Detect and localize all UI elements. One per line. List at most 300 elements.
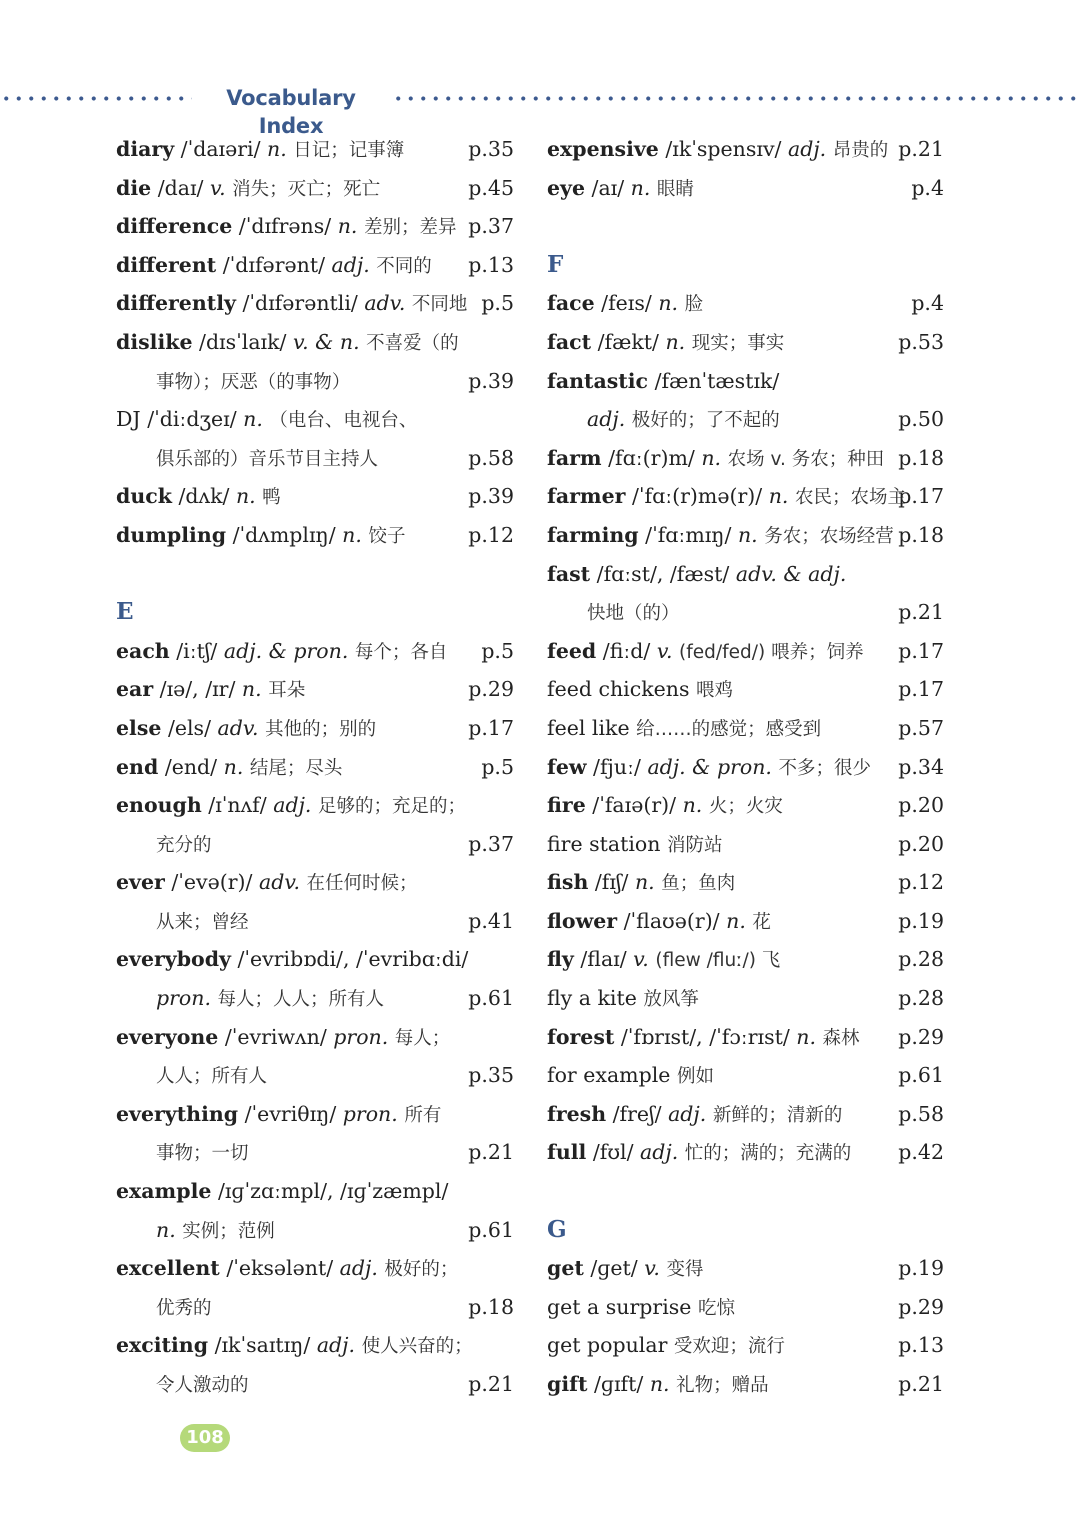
- index-entry: [116, 284, 514, 323]
- page-reference: p.45: [468, 175, 514, 200]
- part-of-speech: n.: [768, 484, 789, 509]
- index-entry: [116, 400, 514, 439]
- index-entry: [547, 169, 944, 208]
- index-entry: [547, 516, 944, 555]
- index-entry: [116, 246, 514, 285]
- entry-continuation: [116, 979, 514, 1018]
- index-entry: [116, 1018, 514, 1057]
- section-letter-label: G: [547, 1215, 567, 1243]
- chinese-definition: 森林: [822, 1027, 860, 1049]
- phonetic: /ˈfɒrɪst/, /ˈfɔːrɪst/: [620, 1024, 790, 1049]
- headword: diary: [116, 137, 175, 161]
- page-reference: p.20: [898, 831, 944, 856]
- chinese-definition: 耳朵: [268, 680, 306, 702]
- chinese-definition: 消失；灭亡；死亡: [232, 178, 381, 200]
- chinese-definition: 其他的；别的: [265, 718, 377, 740]
- part-of-speech: pron.: [156, 986, 211, 1011]
- index-entry: [116, 670, 514, 709]
- chinese-definition: 每个；各自: [354, 641, 448, 663]
- section-letter: [547, 1211, 944, 1250]
- page-reference: p.19: [898, 908, 944, 933]
- spacer: [116, 555, 514, 594]
- phonetic: /fɑːst/, /fæst/: [596, 561, 730, 586]
- index-entry: [116, 169, 514, 208]
- chinese-definition: 事物）；厌恶（的事物）: [156, 371, 351, 393]
- entry-continuation: [116, 1211, 514, 1250]
- page-reference: p.17: [898, 677, 944, 702]
- headword: forest: [547, 1024, 615, 1049]
- headword: everybody: [116, 947, 231, 972]
- page-reference: p.28: [898, 986, 944, 1011]
- headword: fantastic: [547, 368, 649, 393]
- phonetic: /ˈeksələnt/: [226, 1256, 334, 1281]
- part-of-speech: adj. & pron.: [647, 754, 772, 779]
- entry-continuation: [547, 593, 944, 632]
- index-entry: [116, 632, 514, 671]
- chinese-definition: 不同地: [411, 294, 468, 316]
- index-entry: [547, 555, 944, 594]
- section-letter-label: F: [547, 250, 564, 278]
- phonetic: /fiːd/: [602, 638, 651, 663]
- part-of-speech: n.: [156, 1217, 176, 1242]
- phrase: get a surprise: [547, 1294, 692, 1319]
- chinese-definition: 新鲜的；清新的: [712, 1104, 843, 1126]
- chinese-definition: 礼物；赠品: [676, 1375, 769, 1396]
- index-entry: [116, 516, 514, 555]
- headword: expensive: [547, 137, 659, 161]
- index-entry: [116, 1095, 514, 1134]
- page-reference: p.61: [468, 986, 514, 1011]
- index-entry: [547, 979, 944, 1018]
- index-column-left: [116, 130, 514, 1404]
- headword: eye: [547, 175, 585, 200]
- headword: flower: [547, 908, 618, 933]
- phonetic: /ɪɡˈzɑːmpl/, /ɪɡˈzæmpl/: [217, 1179, 449, 1204]
- phonetic: /fjuː/: [593, 754, 641, 779]
- part-of-speech: v. & n.: [292, 329, 360, 354]
- phonetic: /ˈfaɪə(r)/: [592, 793, 677, 818]
- phrase: feel like: [547, 715, 630, 740]
- page-reference: p.21: [468, 1140, 514, 1165]
- dotted-rule-left: [0, 96, 192, 101]
- chinese-definition: 充分的: [156, 834, 212, 856]
- phonetic: /ˈfɑːmɪŋ/: [645, 522, 732, 547]
- part-of-speech: n.: [796, 1024, 817, 1049]
- chinese-definition: 饺子: [368, 525, 406, 547]
- chinese-definition: 差别；差异: [363, 217, 457, 239]
- part-of-speech: pron.: [333, 1024, 389, 1049]
- page-reference: p.20: [898, 793, 944, 818]
- page-reference: p.57: [898, 715, 944, 740]
- page-reference: p.58: [898, 1101, 944, 1126]
- chinese-definition: 日记；记事簿: [293, 140, 405, 161]
- headword: fly: [547, 947, 574, 972]
- page-reference: p.13: [468, 252, 514, 277]
- chinese-definition: 喂鸡: [696, 680, 734, 702]
- phonetic: /fɑː(r)m/: [608, 445, 695, 470]
- index-entry: [547, 1288, 944, 1327]
- page-reference: p.34: [898, 754, 944, 779]
- part-of-speech: v.: [633, 947, 649, 972]
- phonetic: /fɪʃ/: [594, 870, 629, 895]
- index-entry: [116, 863, 514, 902]
- headword: few: [547, 754, 587, 779]
- chinese-definition: 实例；范例: [182, 1220, 275, 1242]
- part-of-speech: n.: [267, 137, 287, 161]
- page-reference: p.37: [468, 214, 514, 239]
- index-entry: [547, 863, 944, 902]
- phonetic: /ˈdɪfrəns/: [238, 214, 332, 239]
- phonetic: /iːtʃ/: [176, 638, 218, 663]
- part-of-speech: n.: [223, 754, 244, 779]
- part-of-speech: n.: [342, 522, 362, 547]
- page-reference: p.58: [468, 445, 514, 470]
- headword: feed: [547, 638, 597, 663]
- part-of-speech: n.: [658, 291, 679, 316]
- chinese-definition: 昂贵的: [832, 140, 889, 161]
- page-reference: p.41: [468, 908, 514, 933]
- headword: farming: [547, 522, 639, 547]
- page-reference: p.50: [898, 407, 944, 432]
- headword: gift: [547, 1372, 588, 1396]
- phonetic: /ˈfɑː(r)mə(r)/: [631, 484, 763, 509]
- part-of-speech: adj.: [640, 1140, 679, 1165]
- page-reference: p.21: [898, 137, 944, 161]
- phonetic: /dɪsˈlaɪk/: [199, 329, 287, 354]
- headword: excellent: [116, 1256, 220, 1281]
- chinese-definition: 不多；很少: [778, 757, 871, 779]
- chinese-definition: 吃惊: [697, 1297, 735, 1319]
- phonetic: /flaɪ/: [580, 947, 627, 972]
- chinese-definition: 使人兴奋的；: [361, 1336, 473, 1358]
- part-of-speech: adj.: [787, 137, 827, 161]
- chinese-definition: 快地（的）: [587, 603, 680, 625]
- page-reference: p.4: [911, 291, 944, 316]
- part-of-speech: n.: [235, 484, 256, 509]
- index-entry: [547, 477, 944, 516]
- headword: DJ: [116, 407, 141, 432]
- chinese-definition: 鸭: [262, 487, 281, 509]
- part-of-speech: n.: [649, 1372, 670, 1396]
- chinese-definition: 足够的；充足的；: [317, 796, 466, 818]
- index-entry: [547, 1095, 944, 1134]
- chinese-definition: 俱乐部的）音乐节目主持人: [156, 448, 379, 470]
- phonetic: /feɪs/: [601, 291, 652, 316]
- page-reference: p.37: [468, 831, 514, 856]
- page-reference: p.21: [898, 600, 944, 625]
- chinese-definition: 农民；农场主: [795, 487, 907, 509]
- headword: enough: [116, 793, 202, 818]
- phrase: get popular: [547, 1333, 668, 1358]
- chinese-definition: 不喜爱（的: [366, 332, 459, 354]
- page-reference: p.17: [468, 715, 514, 740]
- phrase: for example: [547, 1063, 671, 1088]
- headword: duck: [116, 484, 172, 509]
- phonetic: /ɡet/: [590, 1256, 638, 1281]
- part-of-speech: adv.: [217, 715, 259, 740]
- section-letter: [116, 593, 514, 632]
- phonetic: /ˈdɪfərənt/: [222, 252, 325, 277]
- page-reference: p.18: [898, 445, 944, 470]
- chinese-definition: 消防站: [666, 834, 723, 856]
- part-of-speech: adj.: [316, 1333, 356, 1358]
- page-reference: p.18: [898, 522, 944, 547]
- entry-continuation: [116, 1056, 514, 1095]
- phrase: fire station: [547, 831, 661, 856]
- part-of-speech: adj.: [331, 252, 370, 277]
- entry-continuation: [116, 1288, 514, 1327]
- phonetic: /ˈflaʊə(r)/: [623, 908, 720, 933]
- entry-continuation: [116, 1133, 514, 1172]
- chinese-definition: 眼睛: [656, 178, 694, 200]
- headword: everything: [116, 1101, 239, 1126]
- index-entry: [547, 1249, 944, 1288]
- index-entry: [116, 130, 514, 169]
- part-of-speech: adv.: [258, 870, 300, 895]
- headword: fish: [547, 870, 589, 895]
- chinese-definition: 脸: [684, 294, 704, 316]
- index-entry: [547, 323, 944, 362]
- page-reference: p.39: [468, 368, 514, 393]
- page-reference: p.18: [468, 1294, 514, 1319]
- page-reference: p.61: [468, 1217, 514, 1242]
- dotted-rule-right: [392, 96, 1080, 101]
- index-entry: [547, 748, 944, 787]
- headword: exciting: [116, 1333, 209, 1358]
- headword: full: [547, 1140, 587, 1165]
- entry-continuation: [116, 902, 514, 941]
- headword: each: [116, 638, 170, 663]
- headword: farmer: [547, 484, 626, 509]
- phrase: feed chickens: [547, 677, 690, 702]
- index-entry: [547, 1365, 944, 1404]
- index-entry: [547, 1056, 944, 1095]
- chinese-definition: (flew /fluː/) 飞: [655, 950, 781, 972]
- index-entry: [116, 477, 514, 516]
- part-of-speech: adj.: [668, 1101, 707, 1126]
- page-reference: p.5: [481, 638, 514, 663]
- page-reference: p.29: [898, 1024, 944, 1049]
- entry-continuation: [116, 439, 514, 478]
- part-of-speech: adj.: [273, 793, 312, 818]
- part-of-speech: n.: [701, 445, 722, 470]
- part-of-speech: v.: [656, 638, 673, 663]
- chinese-definition: 所有: [404, 1104, 442, 1126]
- phonetic: /ˈevriθɪŋ/: [244, 1101, 337, 1126]
- headword: ever: [116, 870, 165, 895]
- page-reference: p.35: [468, 137, 514, 161]
- chinese-definition: 结尾；尽头: [249, 757, 343, 779]
- page-reference: p.61: [898, 1063, 944, 1088]
- part-of-speech: n.: [243, 407, 263, 432]
- part-of-speech: n.: [630, 175, 651, 200]
- index-entry: [547, 825, 944, 864]
- phonetic: /ˈevə(r)/: [171, 870, 253, 895]
- page-title: Vocabulary Index: [226, 86, 356, 138]
- chinese-definition: 火；火灾: [708, 796, 783, 818]
- index-entry: [116, 786, 514, 825]
- index-entry: [547, 940, 944, 979]
- page-reference: p.21: [468, 1372, 514, 1396]
- index-entry: [116, 1172, 514, 1211]
- index-entry: [547, 362, 944, 401]
- headword: face: [547, 291, 595, 316]
- chinese-definition: 花: [752, 911, 771, 933]
- headword: farm: [547, 445, 602, 470]
- chinese-definition: 农场 v. 务农；种田: [727, 448, 885, 470]
- phonetic: /ɪˈnʌf/: [208, 793, 267, 818]
- index-entry: [547, 709, 944, 748]
- part-of-speech: adv. & adj.: [735, 561, 847, 586]
- chinese-definition: 极好的；了不起的: [631, 410, 780, 432]
- phonetic: /fʊl/: [592, 1140, 634, 1165]
- entry-continuation: [116, 1365, 514, 1404]
- phonetic: /ɪkˈsaɪtɪŋ/: [214, 1333, 311, 1358]
- page-reference: p.29: [468, 677, 514, 702]
- page-reference: p.53: [898, 329, 944, 354]
- entry-continuation: [116, 362, 514, 401]
- page-reference: p.42: [898, 1140, 944, 1165]
- phonetic: /fænˈtæstɪk/: [654, 368, 780, 393]
- headword: get: [547, 1256, 584, 1281]
- index-entry: [547, 439, 944, 478]
- phonetic: /els/: [167, 715, 211, 740]
- headword: end: [116, 754, 159, 779]
- page-reference: p.39: [468, 484, 514, 509]
- section-letter: [547, 246, 944, 285]
- index-entry: [116, 323, 514, 362]
- page-reference: p.4: [911, 175, 944, 200]
- entry-continuation: [547, 400, 944, 439]
- page-number-badge: 108: [180, 1424, 230, 1452]
- index-entry: [547, 786, 944, 825]
- headword: fresh: [547, 1101, 607, 1126]
- page-reference: p.29: [898, 1294, 944, 1319]
- phrase: fly a kite: [547, 986, 637, 1011]
- headword: else: [116, 715, 162, 740]
- page-reference: p.13: [898, 1333, 944, 1358]
- index-entry: [547, 902, 944, 941]
- entry-continuation: [116, 825, 514, 864]
- spacer: [547, 1172, 944, 1211]
- index-entry: [116, 709, 514, 748]
- part-of-speech: n.: [665, 329, 686, 354]
- page-reference: p.17: [898, 638, 944, 663]
- chinese-definition: 每人；: [394, 1027, 451, 1049]
- phonetic: /ɡɪft/: [593, 1372, 644, 1396]
- part-of-speech: n.: [737, 522, 758, 547]
- phonetic: /end/: [164, 754, 218, 779]
- phonetic: /dʌk/: [178, 484, 230, 509]
- part-of-speech: n.: [682, 793, 703, 818]
- part-of-speech: v.: [209, 175, 226, 200]
- headword: example: [116, 1179, 212, 1204]
- part-of-speech: n.: [241, 677, 262, 702]
- page-reference: p.21: [898, 1372, 944, 1396]
- index-entry: [547, 1326, 944, 1365]
- index-entry: [116, 1326, 514, 1365]
- headword: dislike: [116, 329, 193, 354]
- chinese-definition: 受欢迎；流行: [673, 1336, 785, 1358]
- phonetic: /ˈdʌmplɪŋ/: [232, 522, 336, 547]
- index-entry: [547, 1133, 944, 1172]
- part-of-speech: v.: [644, 1256, 660, 1281]
- part-of-speech: n.: [634, 870, 655, 895]
- chinese-definition: 优秀的: [156, 1297, 212, 1319]
- page-reference: p.12: [468, 522, 514, 547]
- phonetic: /daɪ/: [157, 175, 204, 200]
- phonetic: /ˈevriwʌn/: [224, 1024, 327, 1049]
- spacer: [547, 207, 944, 246]
- index-column-right: [547, 130, 944, 1404]
- chinese-definition: （电台、电视台、: [269, 410, 418, 432]
- chinese-definition: 例如: [676, 1066, 714, 1088]
- page-reference: p.5: [481, 291, 514, 316]
- headword: fast: [547, 561, 591, 586]
- phonetic: /ˈdaɪəri/: [180, 137, 261, 161]
- phonetic: /freʃ/: [612, 1101, 662, 1126]
- index-entry: [547, 1018, 944, 1057]
- headword: ear: [116, 677, 154, 702]
- index-entry: [547, 670, 944, 709]
- chinese-definition: (fed/fed/) 喂养；饲养: [679, 641, 864, 663]
- chinese-definition: 不同的: [376, 255, 432, 277]
- phonetic: /ˈevribɒdi/, /ˈevribɑːdi/: [237, 947, 469, 972]
- page-reference: p.17: [898, 484, 944, 509]
- part-of-speech: adj.: [339, 1256, 378, 1281]
- index-entry: [116, 940, 514, 979]
- index-entry: [116, 207, 514, 246]
- part-of-speech: adv.: [364, 291, 406, 316]
- chinese-definition: 忙的；满的；充满的: [684, 1143, 852, 1165]
- chinese-definition: 每人；人人；所有人: [217, 989, 385, 1011]
- chinese-definition: 给……的感觉；感受到: [636, 718, 822, 740]
- page-reference: p.35: [468, 1063, 514, 1088]
- headword: die: [116, 175, 152, 200]
- phonetic: /ˈdɪfərəntli/: [242, 291, 358, 316]
- phonetic: /ɪə/, /ɪr/: [159, 677, 236, 702]
- chinese-definition: 变得: [666, 1259, 704, 1281]
- phonetic: /aɪ/: [591, 175, 625, 200]
- chinese-definition: 务农；农场经营: [764, 525, 894, 547]
- index-entry: [547, 130, 944, 169]
- chinese-definition: 在任何时候；: [306, 873, 418, 895]
- phonetic: /fækt/: [597, 329, 659, 354]
- index-entry: [547, 284, 944, 323]
- part-of-speech: n.: [726, 908, 746, 933]
- headword: different: [116, 252, 217, 277]
- headword: everyone: [116, 1024, 219, 1049]
- chinese-definition: 极好的；: [384, 1259, 459, 1281]
- phonetic: /ˈdiːdʒeɪ/: [147, 407, 237, 432]
- part-of-speech: adj.: [587, 407, 626, 432]
- part-of-speech: adj. & pron.: [223, 638, 349, 663]
- page-reference: p.19: [898, 1256, 944, 1281]
- chinese-definition: 放风筝: [643, 989, 699, 1011]
- headword: difference: [116, 214, 233, 239]
- page-reference: p.5: [481, 754, 514, 779]
- chinese-definition: 事物；一切: [156, 1143, 249, 1165]
- index-entry: [116, 748, 514, 787]
- headword: differently: [116, 291, 236, 316]
- phonetic: /ɪkˈspensɪv/: [665, 137, 782, 161]
- chinese-definition: 人人；所有人: [156, 1066, 268, 1088]
- index-entry: [547, 632, 944, 671]
- headword: fire: [547, 793, 586, 818]
- page-reference: p.12: [898, 870, 944, 895]
- index-entry: [116, 1249, 514, 1288]
- headword: dumpling: [116, 522, 227, 547]
